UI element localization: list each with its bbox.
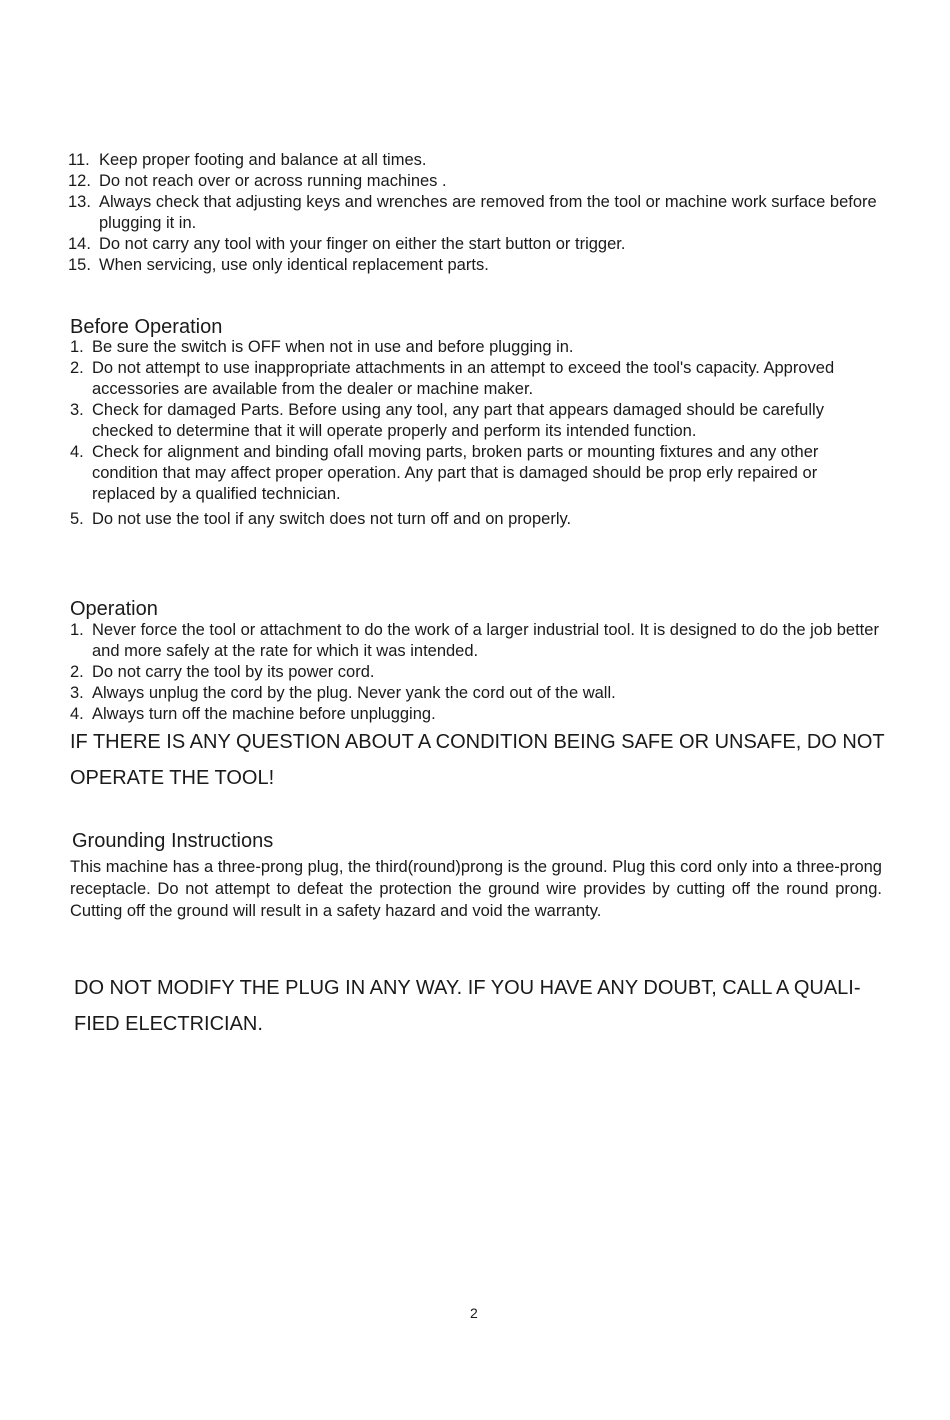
item-number: 11.	[68, 151, 90, 169]
item-text: Be sure the switch is OFF when not in use and before plugging in.	[92, 338, 574, 356]
item-number: 15.	[68, 256, 91, 274]
item-text: Always unplug the cord by the plug. Never yank the cord out of the wall.	[92, 684, 616, 702]
operation-list	[70, 620, 885, 725]
list-item	[70, 337, 885, 358]
list-item	[70, 620, 885, 662]
item-number: 14.	[68, 235, 91, 253]
item-text: Check for damaged Parts. Before using any tool, any part that appears damaged should be carefully checked to determine that it will operate properly and perform its intended function.	[92, 401, 824, 440]
item-number: 3.	[70, 684, 84, 702]
item-number: 5.	[70, 510, 84, 528]
grounding-paragraph: This machine has a three-prong plug, the third(round)prong is the ground. Plug this cord only into a three-prong receptacle. Do not attempt to defeat the protection the ground wire provides by cutting off the round prong. Cutting off the ground will result in a safety hazard and void the warranty.	[70, 858, 882, 920]
page-number: 2	[470, 1305, 478, 1321]
item-number: 2.	[70, 663, 84, 681]
list-item	[68, 255, 888, 276]
item-number: 4.	[70, 443, 84, 461]
item-text: When servicing, use only identical replacement parts.	[99, 256, 489, 274]
list-item	[68, 234, 888, 255]
list-item	[70, 400, 885, 442]
grounding-warning: DO NOT MODIFY THE PLUG IN ANY WAY. IF YOU HAVE ANY DOUBT, CALL A QUALI-FIED ELECTRICIAN.	[74, 977, 861, 1035]
item-text: Always turn off the machine before unplugging.	[92, 705, 436, 723]
item-text: Always check that adjusting keys and wrenches are removed from the tool or machine work surface before plugging it in.	[99, 193, 877, 232]
list-item	[68, 150, 888, 171]
item-text: Do not reach over or across running machines .	[99, 172, 447, 190]
section-heading-before-operation: Before Operation	[70, 316, 223, 338]
item-text: Never force the tool or attachment to do the work of a larger industrial tool. It is designed to do the job better and more safely at the rate for which it was intended.	[92, 621, 879, 660]
item-number: 2.	[70, 359, 84, 377]
list-item	[70, 358, 885, 400]
section-heading-operation: Operation	[70, 598, 158, 620]
section-heading-grounding: Grounding Instructions	[72, 830, 274, 852]
item-number: 4.	[70, 705, 84, 723]
item-number: 13.	[68, 193, 91, 211]
item-number: 3.	[70, 401, 84, 419]
list-item	[70, 683, 885, 704]
list-item	[68, 171, 888, 192]
safety-rules-list	[68, 150, 888, 276]
list-item	[70, 662, 885, 683]
list-item	[70, 704, 885, 725]
operation-warning: IF THERE IS ANY QUESTION ABOUT A CONDITION BEING SAFE OR UNSAFE, DO NOT OPERATE THE TOOL!	[70, 731, 885, 789]
item-text: Do not use the tool if any switch does not turn off and on properly.	[92, 510, 572, 528]
before-operation-list	[70, 337, 885, 530]
item-text: Check for alignment and binding ofall moving parts, broken parts or mounting fixtures and any other condition that may affect proper operation. Any part that is damaged should be prop erly repaired or replaced by a qualified technician.	[92, 443, 819, 503]
list-item	[68, 192, 888, 234]
list-item	[70, 442, 885, 505]
item-number: 1.	[70, 621, 84, 639]
list-item	[70, 509, 885, 530]
item-text: Keep proper footing and balance at all times.	[99, 151, 427, 169]
item-text: Do not carry the tool by its power cord.	[92, 663, 375, 681]
item-text: Do not attempt to use inappropriate attachments in an attempt to exceed the tool's capacity. Approved accessories are available from the dealer or machine maker.	[92, 359, 835, 398]
item-number: 12.	[68, 172, 91, 190]
item-number: 1.	[70, 338, 84, 356]
item-text: Do not carry any tool with your finger on either the start button or trigger.	[99, 235, 626, 253]
